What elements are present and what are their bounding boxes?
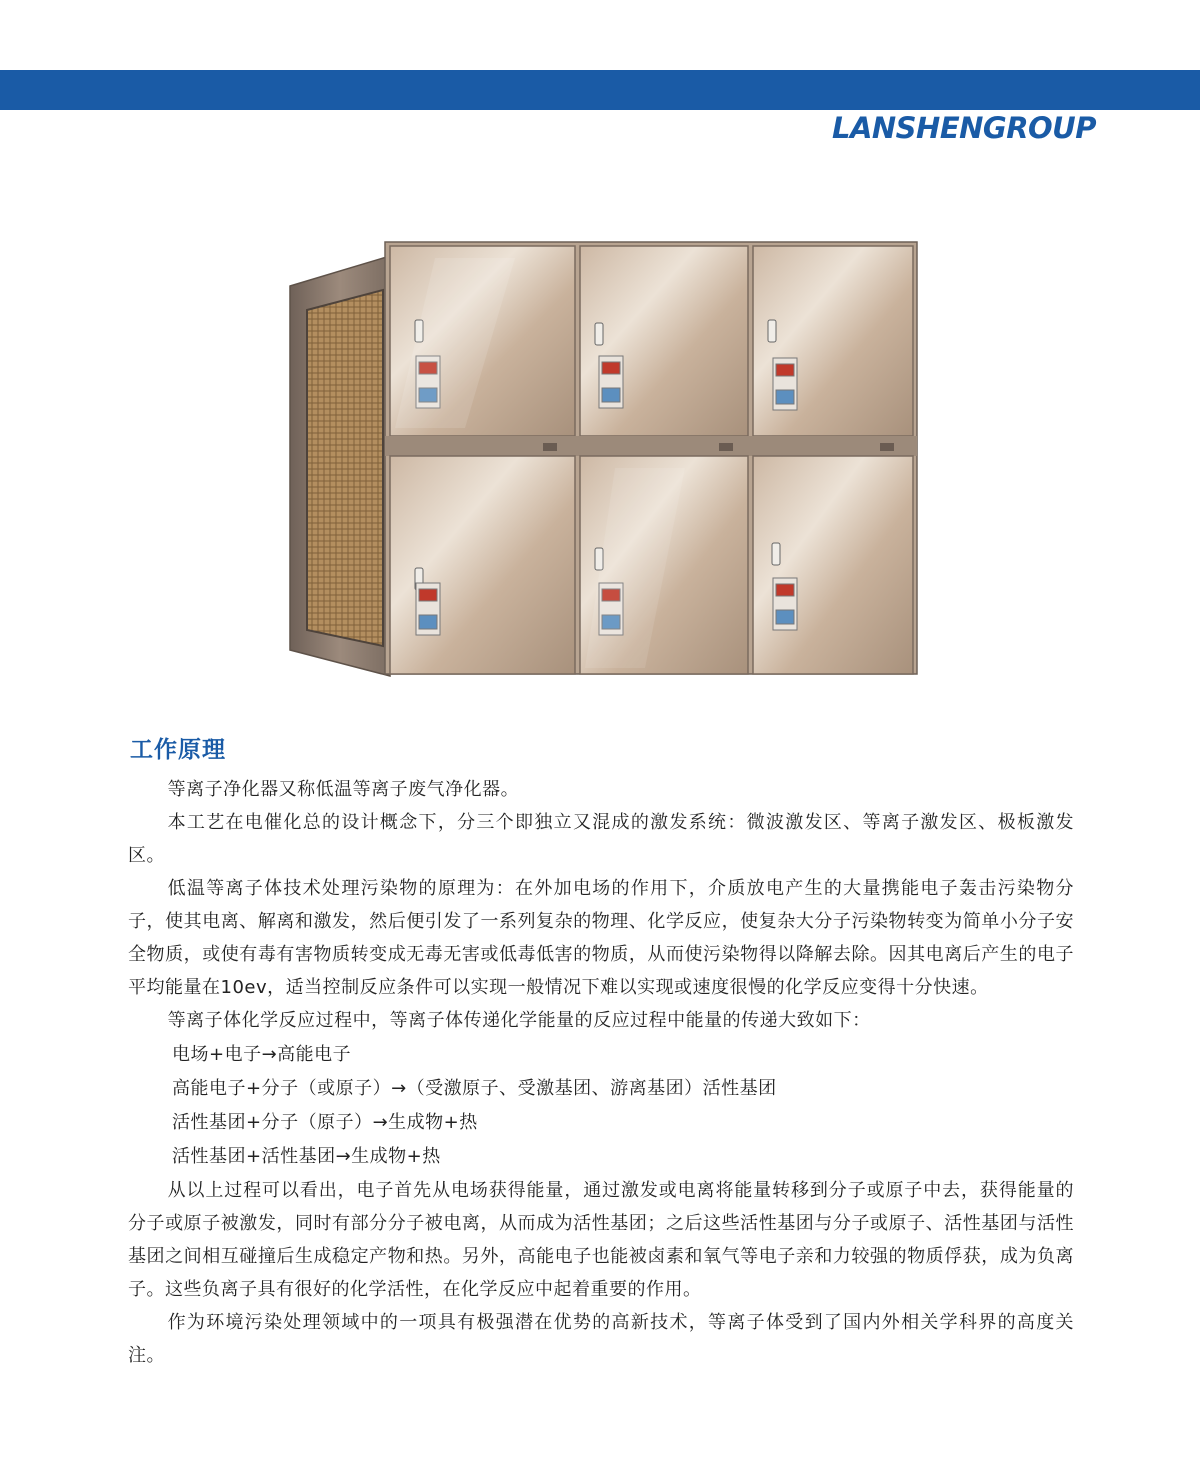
plasma-purifier-cabinet-image [285,238,925,678]
reaction-equation: 活性基团+活性基团→生成物+热 [172,1146,441,1167]
body-text [128,773,1074,1372]
brand-logo-text: LANSHENGROUP [831,111,1096,145]
paragraph: 低温等离子体技术处理污染物的原理为：在外加电场的作用下，介质放电产生的大量携能电子轰击污染物分子，使其电离、解离和激发，然后便引发了一系列复杂的物理、化学反应，使复杂大分子污染物转变为简单小分子安全物质，或使有毒有害物质转变成无毒无害或低毒低害的物质，从而使污染物得以降解去除。因其电离后产生的电子平均能量在10ev，适当控制反应条件可以实现一般情况下难以实现或速度很慢的化学反应变得十分快速。 [128,878,1074,998]
reaction-equation: 高能电子+分子（或原子）→（受激原子、受激基团、游离基团）活性基团 [172,1078,777,1099]
reaction-equation: 活性基团+分子（原子）→生成物+热 [172,1112,478,1133]
paragraph: 本工艺在电催化总的设计概念下，分三个即独立又混成的激发系统：微波激发区、等离子激发区、极板激发区。 [128,812,1074,866]
paragraph: 作为环境污染处理领域中的一项具有极强潜在优势的高新技术，等离子体受到了国内外相关学科界的高度关注。 [128,1312,1074,1366]
header-bar [0,70,1200,110]
reaction-equation: 电场+电子→高能电子 [172,1044,352,1065]
section-title: 工作原理 [130,737,226,763]
paragraph: 等离子净化器又称低温等离子废气净化器。 [167,779,520,800]
paragraph: 等离子体化学反应过程中，等离子体传递化学能量的反应过程中能量的传递大致如下： [167,1010,871,1031]
paragraph: 从以上过程可以看出，电子首先从电场获得能量，通过激发或电离将能量转移到分子或原子中去，获得能量的分子或原子被激发，同时有部分分子被电离，从而成为活性基团；之后这些活性基团与分子或原子、活性基团与活性基团之间相互碰撞后生成稳定产物和热。另外，高能电子也能被卤素和氧气等电子亲和力较强的物质俘获，成为负离子。这些负离子具有很好的化学活性，在化学反应中起着重要的作用。 [128,1180,1074,1300]
